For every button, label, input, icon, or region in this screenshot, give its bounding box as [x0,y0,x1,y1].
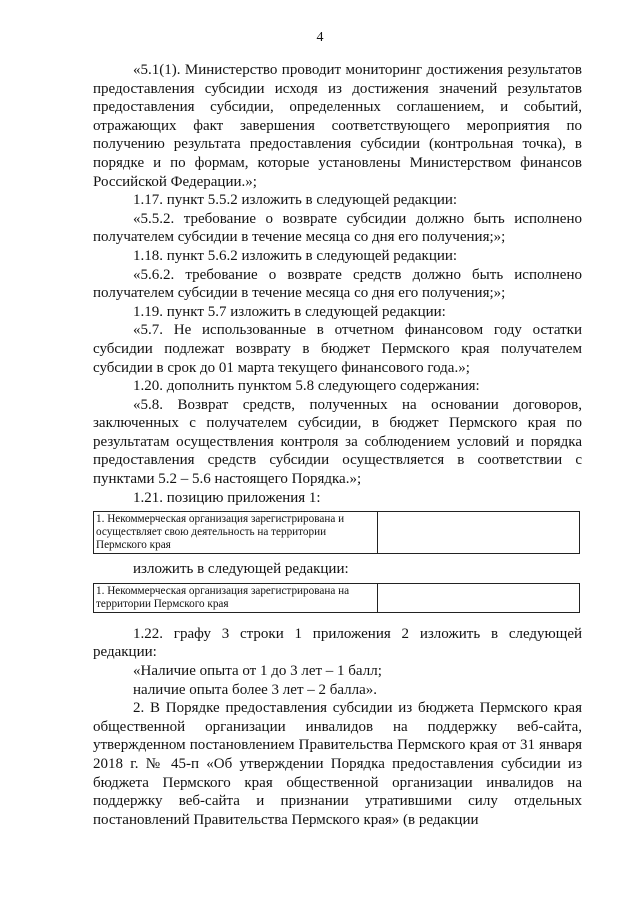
paragraph-5-6-2: «5.6.2. требование о возврате средств должно быть исполнено получателем субсидии в течение месяца со дня его получения;»; [93,266,582,302]
table-new-cell-criterion: 1. Некоммерческая организация зарегистрирована на территории Пермского края [94,583,378,612]
paragraph-5-8: «5.8. Возврат средств, полученных на основании договоров, заключенных с получателем субсидии, в бюджет Пермского края по результатам осуществления контроля за соблюдением условий и порядка предоставления средств субсидии осуществляется в соответствии с пунктами 5.2 – 5.6 настоящего Порядка.»; [93,396,582,488]
paragraph-restate: изложить в следующей редакции: [133,561,349,578]
table-old-cell-empty [378,512,580,554]
appendix-table-old [93,511,580,554]
paragraph-1-17: 1.17. пункт 5.5.2 изложить в следующей редакции: [133,192,458,209]
paragraph-1-19: 1.19. пункт 5.7 изложить в следующей редакции: [133,303,446,320]
paragraph-score-1: «Наличие опыта от 1 до 3 лет – 1 балл; [133,663,382,680]
paragraph-1-20: 1.20. дополнить пунктом 5.8 следующего содержания: [133,378,480,395]
document-body [93,61,582,829]
table-old-cell-criterion: 1. Некоммерческая организация зарегистрирована и осуществляет свою деятельность на территории Пермского края [94,512,378,554]
paragraph-5-7: «5.7. Не использованные в отчетном финансовом году остатки субсидии подлежат возврату в бюджет Пермского края получателем субсидии в срок до 01 марта текущего финансового года.»; [93,322,582,376]
paragraph-5-1-1: «5.1(1). Министерство проводит мониторинг достижения результатов предоставления субсидии исходя из достижения значений результатов предоставления субсидии, определенных соглашением, и событий, отражающих факт завершения соответствующего мероприятия по получению результата предоставления субсидии (контрольная точка), в порядке и по формам, которые установлены Министерством финансов Российской Федерации.»; [93,62,582,190]
appendix-table-new [93,583,580,613]
paragraph-1-18: 1.18. пункт 5.6.2 изложить в следующей редакции: [133,247,458,264]
paragraph-1-21: 1.21. позицию приложения 1: [133,489,321,506]
paragraph-2: 2. В Порядке предоставления субсидии из бюджета Пермского края общественной организации инвалидов на поддержку веб-сайта, утвержденном постановлением Правительства Пермского края от 31 января 2018 г. № 45-п «Об утверждении Порядка предоставления субсидии из бюджета Пермского края общественной организации инвалидов на поддержку веб-сайта и признании утратившими силу отдельных постановлений Правительства Пермского края» (в редакции [93,700,582,828]
table-new-cell-empty [378,583,580,612]
paragraph-5-5-2: «5.5.2. требование о возврате субсидии должно быть исполнено получателем субсидии в течение месяца со дня его получения;»; [93,210,582,246]
paragraph-1-22: 1.22. графу 3 строки 1 приложения 2 изложить в следующей редакции: [93,625,582,661]
page-number: 4 [316,30,324,45]
paragraph-score-2: наличие опыта более 3 лет – 2 балла». [133,681,378,698]
